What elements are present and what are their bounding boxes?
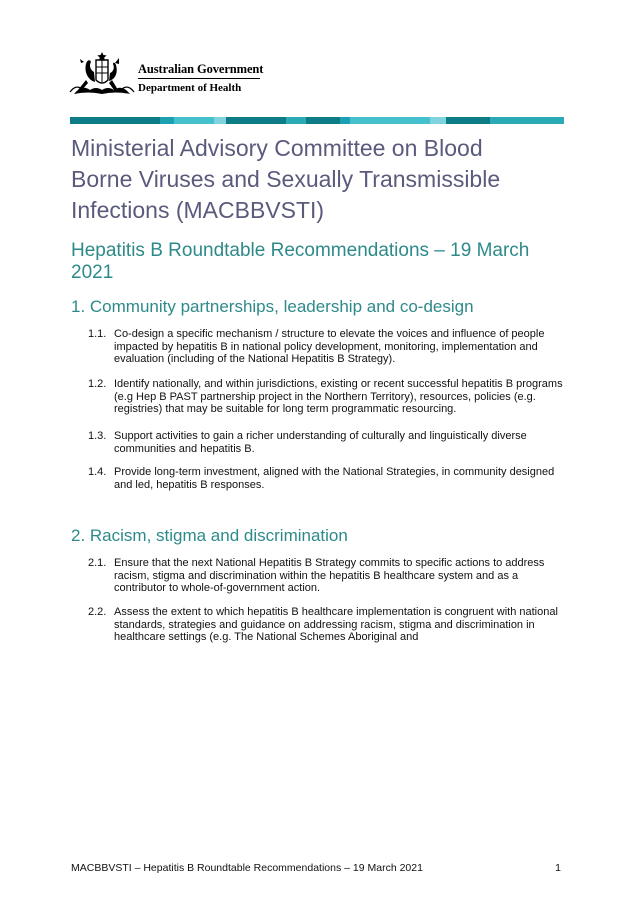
recommendation-1-4 — [88, 466, 568, 491]
logo-line-department: Department of Health — [138, 82, 242, 94]
recommendation-number: 1.1. — [88, 328, 107, 340]
stripe-segment — [340, 117, 350, 124]
recommendation-1-2 — [88, 378, 568, 416]
header-color-stripe — [70, 117, 564, 124]
page-number: 1 — [555, 862, 561, 874]
stripe-segment — [430, 117, 446, 124]
recommendation-text: Provide long-term investment, aligned with the National Strategies, in community designed and led, hepatitis B responses. — [114, 466, 555, 491]
recommendation-number: 1.2. — [88, 378, 107, 390]
stripe-segment — [214, 117, 226, 124]
recommendation-number: 1.3. — [88, 430, 107, 442]
government-logo — [68, 50, 268, 100]
logo-divider — [138, 78, 260, 79]
footer-text: MACBBVSTI – Hepatitis B Roundtable Recommendations – 19 March 2021 — [71, 862, 423, 874]
stripe-segment — [286, 117, 306, 124]
stripe-segment — [226, 117, 286, 124]
stripe-segment — [306, 117, 340, 124]
recommendation-text: Assess the extent to which hepatitis B healthcare implementation is congruent with national standards, strategies and guidance on addressing racism, stigma and discrimination in healthcare settings (e.g. The National Schemes Aboriginal and — [114, 606, 558, 644]
recommendation-1-3 — [88, 430, 568, 455]
document-title: Ministerial Advisory Committee on Blood Borne Viruses and Sexually Transmissible Infections (MACBBVSTI) — [71, 135, 501, 223]
recommendation-text: Support activities to gain a richer understanding of culturally and linguistically diverse communities and hepatitis B. — [114, 430, 527, 455]
recommendation-2-2 — [88, 606, 568, 644]
recommendation-2-1 — [88, 557, 568, 595]
recommendation-text: Co-design a specific mechanism / structure to elevate the voices and influence of people impacted by hepatitis B in national policy development, monitoring, implementation and evaluation (including of the National Hepatitis B Strategy). — [114, 328, 545, 366]
page-footer — [71, 862, 561, 875]
stripe-segment — [490, 117, 564, 124]
stripe-segment — [160, 117, 174, 124]
document-subtitle: Hepatitis B Roundtable Recommendations – 19 March 2021 — [71, 240, 530, 283]
coat-of-arms-icon — [68, 50, 136, 98]
recommendation-number: 1.4. — [88, 466, 107, 478]
section-heading-1: 1. Community partnerships, leadership and co-design — [71, 297, 474, 316]
logo-text — [138, 62, 264, 95]
recommendation-text: Identify nationally, and within jurisdictions, existing or recent successful hepatitis B programs (e.g Hep B PAST partnership project in the Northern Territory), resources, policies (e.g. registries) that may be suitable for long term programmatic resourcing. — [114, 378, 563, 416]
stripe-segment — [350, 117, 430, 124]
stripe-segment — [174, 117, 214, 124]
section-heading-2: 2. Racism, stigma and discrimination — [71, 526, 348, 545]
recommendation-text: Ensure that the next National Hepatitis B Strategy commits to specific actions to address racism, stigma and discrimination within the hepatitis B healthcare system and as a contributor to whole-of-government action. — [114, 557, 545, 595]
recommendation-number: 2.1. — [88, 557, 107, 569]
recommendation-number: 2.2. — [88, 606, 107, 618]
recommendation-1-1 — [88, 328, 568, 366]
logo-line-australian-government: Australian Government — [138, 62, 264, 76]
stripe-segment — [70, 117, 160, 124]
stripe-segment — [446, 117, 490, 124]
